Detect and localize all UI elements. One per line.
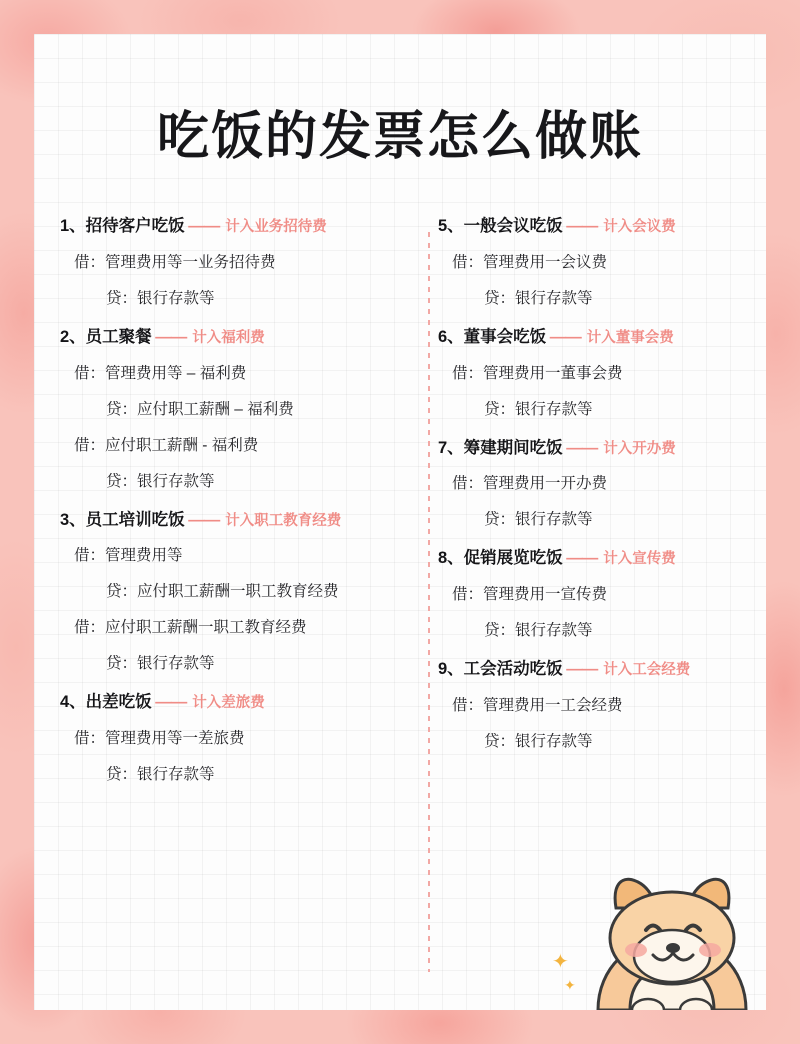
dash-separator: —— [184, 217, 220, 235]
entry-note: 计入开办费 [603, 440, 676, 457]
journal-credit-line: 贷：银行存款等 [106, 766, 215, 784]
entry-heading: 7、筹建期间吃饭 —— 计入开办费 [438, 438, 676, 457]
entry-block [438, 546, 766, 643]
entry-note: 计入差旅费 [192, 695, 265, 712]
journal-debit-line: 借：管理费用一董事会费 [452, 364, 623, 382]
entry-note: 计入福利费 [192, 329, 265, 346]
journal-credit-line: 贷：银行存款等 [484, 622, 593, 640]
dash-separator: —— [562, 549, 598, 568]
entry-heading: 9、工会活动吃饭 —— 计入工会经费 [438, 660, 691, 679]
dash-separator: —— [184, 510, 220, 529]
journal-debit-line: 借：管理费用等一差旅费 [74, 730, 245, 748]
entry-note: 计入工会经费 [603, 662, 691, 679]
dash-separator: —— [562, 438, 598, 457]
shiba-dog-icon [552, 860, 758, 1010]
journal-debit-line: 借：应付职工薪酬一职工教育经费 [74, 619, 307, 637]
journal-credit-line: 贷：应付职工薪酬 – 福利费 [106, 400, 294, 418]
entry-note: 计入董事会费 [586, 329, 674, 346]
left-column [34, 214, 400, 801]
journal-debit-line: 借：管理费用一宣传费 [452, 586, 608, 604]
entry-heading: 8、促销展览吃饭 —— 计入宣传费 [438, 549, 676, 568]
page-title: 吃饭的发票怎么做账 [156, 108, 643, 166]
sparkle-icon: ✦ [564, 977, 576, 993]
entry-note: 计入宣传费 [603, 551, 676, 568]
dash-separator: —— [546, 327, 581, 346]
journal-debit-line: 借：管理费用等一业务招待费 [74, 253, 276, 271]
entry-heading: 2、员工聚餐 —— 计入福利费 [60, 327, 265, 346]
journal-debit-line: 借：管理费用等 – 福利费 [74, 364, 247, 382]
journal-credit-line: 贷：银行存款等 [106, 472, 215, 490]
entry-note: 计入业务招待费 [225, 219, 327, 235]
entry-block [60, 325, 400, 494]
sparkle-icon: ✦ [552, 951, 569, 973]
dash-separator: —— [562, 660, 598, 679]
journal-credit-line: 贷：银行存款等 [106, 655, 215, 673]
entry-heading: 5、一般会议吃饭 —— 计入会议费 [438, 217, 676, 235]
right-column [400, 214, 766, 801]
journal-credit-line: 贷：应付职工薪酬一职工教育经费 [106, 583, 339, 601]
entry-block [60, 508, 400, 677]
journal-credit-line: 贷：银行存款等 [106, 289, 215, 307]
journal-credit-line: 贷：银行存款等 [484, 400, 593, 418]
dash-separator: —— [151, 327, 187, 346]
entry-block [438, 436, 766, 533]
journal-debit-line: 借：应付职工薪酬 - 福利费 [74, 436, 259, 454]
dash-separator: —— [562, 217, 598, 235]
entry-block [438, 657, 766, 754]
entry-heading: 1、招待客户吃饭 —— 计入业务招待费 [60, 217, 327, 235]
journal-debit-line: 借：管理费用一会议费 [452, 253, 608, 271]
entry-heading: 3、员工培训吃饭 —— 计入职工教育经费 [60, 510, 342, 529]
journal-debit-line: 借：管理费用一工会经费 [452, 696, 623, 714]
content-columns [34, 214, 766, 801]
journal-credit-line: 贷：银行存款等 [484, 289, 593, 307]
journal-debit-line: 借：管理费用一开办费 [452, 475, 608, 493]
entry-note: 计入会议费 [603, 219, 676, 235]
entry-block [438, 325, 766, 422]
entry-block [60, 214, 400, 311]
journal-credit-line: 贷：银行存款等 [484, 732, 593, 750]
entry-heading: 4、出差吃饭 —— 计入差旅费 [60, 693, 265, 712]
entry-heading: 6、董事会吃饭 —— 计入董事会费 [438, 327, 674, 346]
entry-block [438, 214, 766, 311]
grid-paper-sheet [34, 34, 766, 1010]
journal-credit-line: 贷：银行存款等 [484, 511, 593, 529]
entry-block [60, 690, 400, 787]
entry-note: 计入职工教育经费 [225, 512, 342, 529]
dash-separator: —— [151, 693, 187, 712]
journal-debit-line: 借：管理费用等 [74, 547, 183, 565]
